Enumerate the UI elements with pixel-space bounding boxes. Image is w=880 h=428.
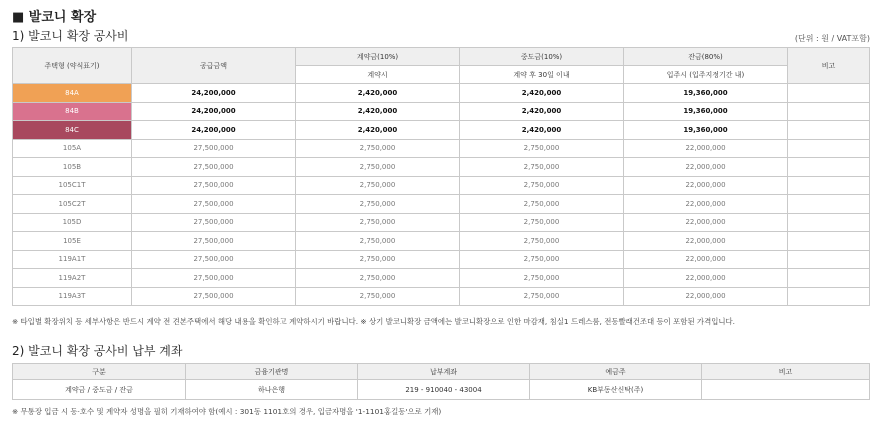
cell-deposit: 2,420,000 <box>296 102 460 121</box>
cell-type: 119A1T <box>13 250 132 269</box>
cell-middle: 2,750,000 <box>460 158 624 177</box>
table-row <box>13 232 870 251</box>
cell-middle: 2,420,000 <box>460 102 624 121</box>
cell-bank: 하나은행 <box>186 380 358 400</box>
table-row <box>13 380 870 400</box>
cell-type: 84C <box>13 121 132 140</box>
cell-balance: 22,000,000 <box>624 232 788 251</box>
section2-title: 2) 발코니 확장 공사비 납부 계좌 <box>12 344 183 358</box>
table-row <box>13 195 870 214</box>
cell-middle: 2,750,000 <box>460 232 624 251</box>
table-row <box>13 287 870 306</box>
cell-note <box>788 195 870 214</box>
cell-deposit: 2,750,000 <box>296 139 460 158</box>
cell-deposit: 2,420,000 <box>296 84 460 103</box>
cell-note <box>788 176 870 195</box>
header-type: 주택형 (약식표기) <box>13 48 132 84</box>
cell-balance: 19,360,000 <box>624 84 788 103</box>
table-row <box>13 102 870 121</box>
table-row <box>13 213 870 232</box>
header-bank: 금융기관명 <box>186 364 358 380</box>
cell-type: 105B <box>13 158 132 177</box>
cell-middle: 2,420,000 <box>460 84 624 103</box>
cell-balance: 22,000,000 <box>624 287 788 306</box>
cell-balance: 22,000,000 <box>624 250 788 269</box>
cell-note <box>788 139 870 158</box>
header-deposit: 계약금(10%) <box>296 48 460 66</box>
cell-supply: 27,500,000 <box>132 158 296 177</box>
header-account: 납부계좌 <box>358 364 530 380</box>
cell-type: 119A3T <box>13 287 132 306</box>
cell-supply: 27,500,000 <box>132 213 296 232</box>
table-row <box>13 121 870 140</box>
cell-note <box>788 287 870 306</box>
cell-balance: 22,000,000 <box>624 176 788 195</box>
header-supply: 공급금액 <box>132 48 296 84</box>
cell-deposit: 2,750,000 <box>296 158 460 177</box>
cell-type: 105C1T <box>13 176 132 195</box>
cell-balance: 22,000,000 <box>624 195 788 214</box>
cell-type: 105A <box>13 139 132 158</box>
cell-note <box>788 250 870 269</box>
section1-title: 1) 발코니 확장 공사비 <box>12 29 129 43</box>
cell-balance: 22,000,000 <box>624 269 788 288</box>
header-holder: 예금주 <box>530 364 702 380</box>
cell-balance: 19,360,000 <box>624 102 788 121</box>
cell-supply: 27,500,000 <box>132 232 296 251</box>
cell-holder: KB부동산신탁(주) <box>530 380 702 400</box>
cell-deposit: 2,750,000 <box>296 176 460 195</box>
page-title: ■ 발코니 확장 <box>12 10 97 25</box>
cell-note <box>788 102 870 121</box>
cell-supply: 27,500,000 <box>132 287 296 306</box>
cell-supply: 24,200,000 <box>132 102 296 121</box>
cell-deposit: 2,750,000 <box>296 287 460 306</box>
cell-supply: 27,500,000 <box>132 139 296 158</box>
unit-note: (단위 : 원 / VAT포함) <box>794 34 870 43</box>
cell-supply: 24,200,000 <box>132 121 296 140</box>
cell-balance: 22,000,000 <box>624 139 788 158</box>
cell-middle: 2,750,000 <box>460 287 624 306</box>
cell-type: 105C2T <box>13 195 132 214</box>
section1-footnote: ※ 타입별 확장위치 등 세부사항은 반드시 계약 전 견본주택에서 해당 내용을 확인하고 계약하시기 바랍니다. ※ 상기 발코니확장 금액에는 발코니확장으로 인한 마감재, 침실1 드레스룸, 전동빨래건조대 등이 포함된 가격입니다. <box>12 317 735 326</box>
cell-account: 219 - 910040 - 43004 <box>358 380 530 400</box>
table-row <box>13 139 870 158</box>
header-middle-sub: 계약 후 30일 이내 <box>460 66 624 84</box>
cell-middle: 2,750,000 <box>460 213 624 232</box>
table-row <box>13 269 870 288</box>
cell-note <box>788 269 870 288</box>
cell-category: 계약금 / 중도금 / 잔금 <box>13 380 186 400</box>
cell-balance: 22,000,000 <box>624 158 788 177</box>
cell-note <box>788 213 870 232</box>
cell-balance: 22,000,000 <box>624 213 788 232</box>
cell-balance: 19,360,000 <box>624 121 788 140</box>
cell-middle: 2,750,000 <box>460 176 624 195</box>
cell-middle: 2,750,000 <box>460 139 624 158</box>
cell-supply: 27,500,000 <box>132 269 296 288</box>
header-balance: 잔금(80%) <box>624 48 788 66</box>
header-note: 비고 <box>788 48 870 84</box>
cell-type: 84B <box>13 102 132 121</box>
balcony-cost-table <box>12 47 870 306</box>
header-deposit-sub: 계약시 <box>296 66 460 84</box>
payment-account-table <box>12 363 870 400</box>
table-row <box>13 158 870 177</box>
cell-supply: 27,500,000 <box>132 176 296 195</box>
cell-type: 119A2T <box>13 269 132 288</box>
cell-middle: 2,750,000 <box>460 250 624 269</box>
cell-deposit: 2,750,000 <box>296 232 460 251</box>
section2-footnote: ※ 무통장 입금 시 동·호수 및 계약자 성명을 필히 기재하여야 함(예시 : 301동 1101호의 경우, 입금자명을 '1-1101홍길동'으로 기재) <box>12 407 442 416</box>
table-body <box>13 84 870 306</box>
header-note2: 비고 <box>702 364 870 380</box>
cell-deposit: 2,420,000 <box>296 121 460 140</box>
cell-deposit: 2,750,000 <box>296 213 460 232</box>
cell-deposit: 2,750,000 <box>296 195 460 214</box>
cell-note <box>788 232 870 251</box>
cell-supply: 27,500,000 <box>132 195 296 214</box>
table-row <box>13 176 870 195</box>
cell-note <box>702 380 870 400</box>
cell-middle: 2,420,000 <box>460 121 624 140</box>
cell-middle: 2,750,000 <box>460 195 624 214</box>
cell-type: 105E <box>13 232 132 251</box>
cell-deposit: 2,750,000 <box>296 269 460 288</box>
table-row <box>13 250 870 269</box>
cell-note <box>788 121 870 140</box>
header-middle: 중도금(10%) <box>460 48 624 66</box>
cell-supply: 27,500,000 <box>132 250 296 269</box>
cell-note <box>788 84 870 103</box>
cell-type: 105D <box>13 213 132 232</box>
cell-type: 84A <box>13 84 132 103</box>
header-balance-sub: 입주시 (입주지정기간 내) <box>624 66 788 84</box>
cell-note <box>788 158 870 177</box>
cell-supply: 24,200,000 <box>132 84 296 103</box>
cell-middle: 2,750,000 <box>460 269 624 288</box>
table-row <box>13 84 870 103</box>
cell-deposit: 2,750,000 <box>296 250 460 269</box>
header-category: 구분 <box>13 364 186 380</box>
